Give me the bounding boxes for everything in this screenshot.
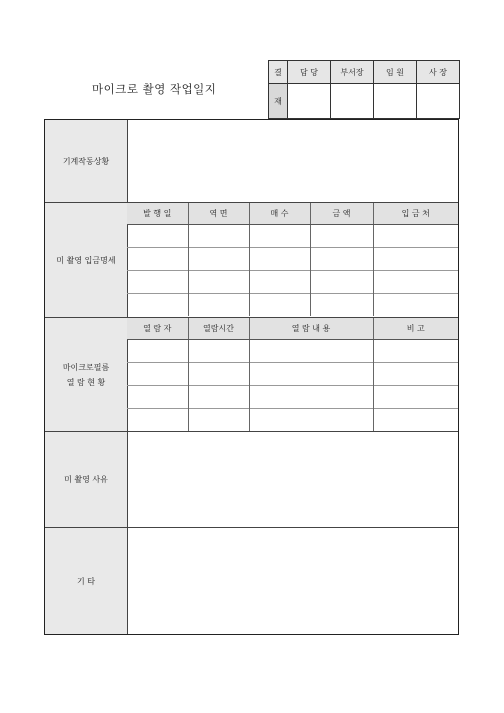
- table-cell[interactable]: [188, 409, 249, 432]
- table-cell[interactable]: [127, 363, 188, 386]
- table-cell[interactable]: [188, 363, 249, 386]
- work-log-form: [44, 119, 459, 635]
- table-cell[interactable]: [310, 294, 373, 317]
- table-cell[interactable]: [127, 248, 188, 271]
- unfilmed-receipts-label: 미 촬영 입금명세: [45, 203, 128, 317]
- table-cell[interactable]: [310, 271, 373, 294]
- approval-sign-president[interactable]: [417, 84, 460, 119]
- film-viewing-label-line2: 열 람 현 황: [66, 377, 106, 387]
- col-remarks: 비 고: [373, 318, 458, 340]
- table-cell[interactable]: [188, 271, 249, 294]
- table-cell[interactable]: [249, 225, 310, 248]
- col-amount: 금 액: [310, 203, 373, 225]
- document-title: 마이크로 촬영 작업일지: [92, 82, 217, 96]
- approval-box: [268, 60, 460, 119]
- unfilmed-reason-field[interactable]: [127, 432, 458, 527]
- table-cell[interactable]: [127, 409, 188, 432]
- other-field[interactable]: [127, 528, 458, 634]
- film-viewing-label: [45, 318, 128, 431]
- table-row: [127, 386, 458, 409]
- table-row: [127, 409, 458, 432]
- table-row: [127, 248, 458, 271]
- unfilmed-reason-section: [45, 431, 458, 527]
- approval-sign-department-head[interactable]: [331, 84, 374, 119]
- unfilmed-receipts-section: [45, 202, 458, 317]
- table-cell[interactable]: [249, 271, 310, 294]
- approval-side-label-bottom: 재: [269, 84, 288, 119]
- film-viewing-table: [127, 318, 458, 431]
- approval-role-president: 사 장: [417, 61, 460, 84]
- table-cell[interactable]: [373, 363, 458, 386]
- other-label: 기 타: [45, 528, 128, 634]
- table-cell[interactable]: [127, 271, 188, 294]
- approval-role-executive: 임 원: [374, 61, 417, 84]
- approval-sign-manager[interactable]: [288, 84, 331, 119]
- unfilmed-reason-label: 미 촬영 사유: [45, 432, 128, 527]
- table-row: [127, 363, 458, 386]
- table-cell[interactable]: [373, 225, 458, 248]
- table-cell[interactable]: [127, 225, 188, 248]
- machine-status-section: [45, 120, 458, 202]
- table-cell[interactable]: [188, 225, 249, 248]
- col-viewing-time: 열람시간: [188, 318, 249, 340]
- table-cell[interactable]: [188, 386, 249, 409]
- approval-side-label-top: 결: [269, 61, 288, 84]
- table-cell[interactable]: [373, 340, 458, 363]
- col-payer: 입 금 처: [373, 203, 458, 225]
- film-viewing-section: [45, 317, 458, 431]
- table-cell[interactable]: [127, 340, 188, 363]
- table-cell[interactable]: [373, 271, 458, 294]
- table-cell[interactable]: [249, 340, 373, 363]
- table-cell[interactable]: [249, 409, 373, 432]
- approval-sign-executive[interactable]: [374, 84, 417, 119]
- table-cell[interactable]: [188, 340, 249, 363]
- table-cell[interactable]: [249, 386, 373, 409]
- table-cell[interactable]: [249, 294, 310, 317]
- table-cell[interactable]: [373, 294, 458, 317]
- table-cell[interactable]: [188, 294, 249, 317]
- col-viewing-content: 열 람 내 용: [249, 318, 373, 340]
- col-issue-date: 발 행 일: [127, 203, 188, 225]
- table-cell[interactable]: [249, 363, 373, 386]
- table-row: [127, 340, 458, 363]
- table-cell[interactable]: [373, 248, 458, 271]
- unfilmed-receipts-table: [127, 203, 458, 316]
- table-row: [127, 271, 458, 294]
- table-cell[interactable]: [373, 409, 458, 432]
- table-cell[interactable]: [127, 294, 188, 317]
- table-cell[interactable]: [310, 225, 373, 248]
- table-cell[interactable]: [188, 248, 249, 271]
- machine-status-label: 기계작동상황: [45, 120, 128, 202]
- col-pages: 역 면: [188, 203, 249, 225]
- approval-role-department-head: 부서장: [331, 61, 374, 84]
- table-cell[interactable]: [127, 386, 188, 409]
- table-row: [127, 225, 458, 248]
- table-cell[interactable]: [310, 248, 373, 271]
- table-cell[interactable]: [249, 248, 310, 271]
- other-section: [45, 527, 458, 634]
- col-viewer: 열 람 자: [127, 318, 188, 340]
- machine-status-field[interactable]: [127, 120, 458, 202]
- table-cell[interactable]: [373, 386, 458, 409]
- approval-role-manager: 담 당: [288, 61, 331, 84]
- table-row: [127, 294, 458, 317]
- film-viewing-label-line1: 마이크로필름: [62, 362, 110, 372]
- col-count: 매 수: [249, 203, 310, 225]
